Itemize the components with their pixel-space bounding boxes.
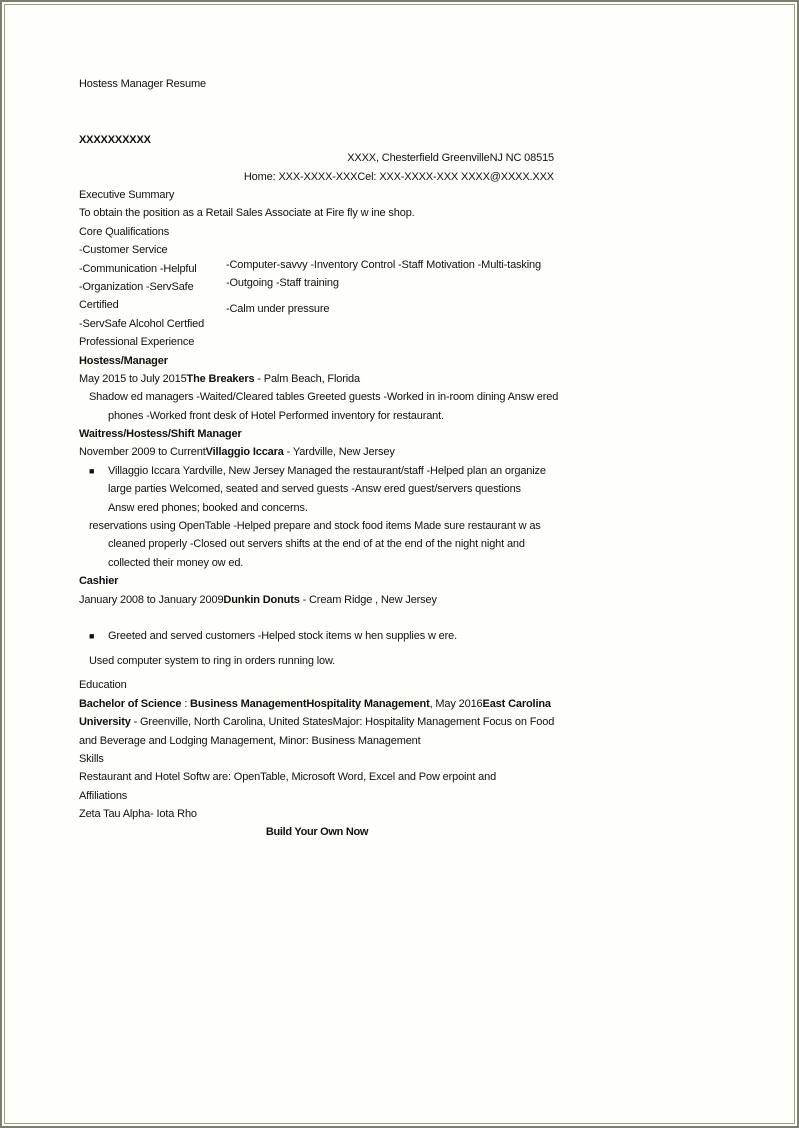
- job-description-line: collected their money ow ed.: [108, 557, 244, 569]
- job-employer: The Breakers: [186, 373, 255, 385]
- bullet-icon: ■: [89, 466, 95, 476]
- qualification-left-item: -Communication -Helpful: [79, 263, 197, 275]
- job-meta: [79, 594, 437, 607]
- job-description-line: reservations using OpenTable -Helped prepare and stock food items Made sure restaurant w as: [89, 520, 541, 532]
- job-title: Hostess/Manager: [79, 355, 168, 367]
- job-bullet-line: Villaggio Iccara Yardville, New Jersey Managed the restaurant/staff -Helped plan an organize: [108, 465, 546, 477]
- section-heading-professional-experience: Professional Experience: [79, 336, 195, 348]
- section-heading-affiliations: Affiliations: [79, 790, 128, 802]
- job-bullet-line: Answ ered phones; booked and concerns.: [108, 502, 308, 514]
- education-details: - Greenville, North Carolina, United StatesMajor: Hospitality Management Focus on Food: [130, 716, 555, 728]
- education-field: Business ManagementHospitality Management: [190, 698, 430, 710]
- qualification-left-item: -Organization -ServSafe: [79, 281, 194, 293]
- qualification-right-item: -Calm under pressure: [226, 303, 330, 315]
- education-line-2: [79, 716, 554, 729]
- job-meta: [79, 446, 395, 459]
- job-description-line: cleaned properly -Closed out servers shifts at the end of at the end of the night night and: [108, 538, 525, 550]
- contact-line: Home: XXX-XXXX-XXXCel: XXX-XXXX-XXX XXXX@XXXX.XXX: [243, 171, 554, 183]
- job-title: Waitress/Hostess/Shift Manager: [79, 428, 242, 440]
- job-description-line: Used computer system to ring in orders running low.: [89, 655, 336, 667]
- job-dates: January 2008 to January 2009: [79, 594, 224, 606]
- education-degree: Bachelor of Science: [79, 698, 182, 710]
- job-meta: [79, 373, 360, 386]
- section-heading-skills: Skills: [79, 753, 104, 765]
- address-line: XXXX, Chesterfield GreenvilleNJ NC 08515: [347, 152, 554, 164]
- education-school-cont: University: [79, 716, 131, 728]
- job-title: Cashier: [79, 575, 119, 587]
- qualification-left-item: Certified: [79, 299, 119, 311]
- job-location: - Palm Beach, Florida: [254, 373, 360, 385]
- job-location: - Yardville, New Jersey: [283, 446, 395, 458]
- education-date: , May 2016: [429, 698, 483, 710]
- job-bullet-line: large parties Welcomed, seated and served guests -Answ ered guest/servers questions: [108, 483, 521, 495]
- job-bullet-line: Greeted and served customers -Helped stock items w hen supplies w ere.: [108, 630, 457, 642]
- section-heading-education: Education: [79, 679, 127, 691]
- job-employer: Villaggio Iccara: [205, 446, 284, 458]
- job-location: - Cream Ridge , New Jersey: [299, 594, 437, 606]
- skills-text: Restaurant and Hotel Softw are: OpenTable, Microsoft Word, Excel and Pow erpoint and: [79, 771, 497, 783]
- document-title: Hostess Manager Resume: [79, 78, 206, 90]
- education-line-3: and Beverage and Lodging Management, Minor: Business Management: [79, 735, 421, 747]
- education-line-1: [79, 698, 551, 711]
- education-school: East Carolina: [482, 698, 551, 710]
- qualification-left-item: -Customer Service: [79, 244, 168, 256]
- affiliations-text: Zeta Tau Alpha- Iota Rho: [79, 808, 197, 820]
- section-heading-core-qualifications: Core Qualifications: [79, 226, 170, 238]
- qualification-left-item: -ServSafe Alcohol Certfied: [79, 318, 205, 330]
- build-your-own-link[interactable]: Build Your Own Now: [265, 826, 369, 838]
- education-separator: :: [181, 698, 191, 710]
- candidate-name: XXXXXXXXXX: [79, 134, 151, 146]
- job-dates: May 2015 to July 2015: [79, 373, 187, 385]
- bullet-icon: ■: [89, 631, 95, 641]
- qualification-right-item: -Outgoing -Staff training: [226, 277, 339, 289]
- executive-summary-text: To obtain the position as a Retail Sales Associate at Fire fly w ine shop.: [79, 207, 415, 219]
- qualification-right-item: -Computer-savvy -Inventory Control -Staff Motivation -Multi-tasking: [226, 259, 541, 271]
- job-employer: Dunkin Donuts: [223, 594, 300, 606]
- job-description-line: phones -Worked front desk of Hotel Performed inventory for restaurant.: [108, 410, 444, 422]
- job-dates: November 2009 to Current: [79, 446, 206, 458]
- section-heading-executive-summary: Executive Summary: [79, 189, 175, 201]
- job-description-line: Shadow ed managers -Waited/Cleared tables Greeted guests -Worked in in-room dining Answ ered: [89, 391, 559, 403]
